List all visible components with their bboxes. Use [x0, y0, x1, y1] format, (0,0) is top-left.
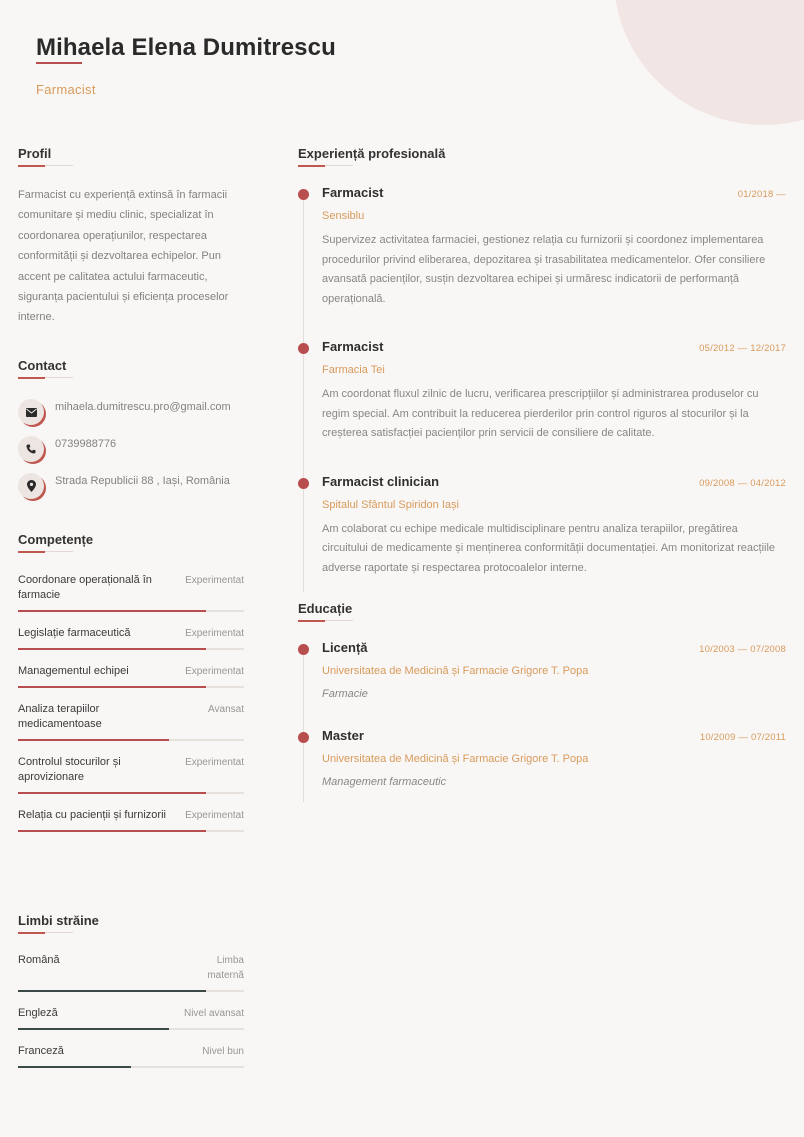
skill-bar — [18, 686, 244, 688]
skills-section — [18, 532, 244, 846]
skill-bar-fill — [18, 686, 206, 688]
full-name: Mihaela Elena Dumitrescu — [36, 34, 336, 61]
experience-title: Farmacist — [322, 185, 384, 200]
experience-description: Supervizez activitatea farmaciei, gestionez relația cu furnizorii și coordonez implementarea procedurilor privind eliberarea, depozitarea și trasabilitatea medicamentelor. Ofer consiliere avansată pacienților, susțin dezvoltarea echipei și urmăresc indicatorii de performanță operațională. — [322, 234, 766, 305]
skills-title: Competențe — [18, 532, 94, 547]
profile-text: Farmacist cu experiență extinsă în farmacii comunitare și mediu clinic, specializat în coordonarea operațiunilor, respectarea conformității și dezvoltarea echipelor. Pun accent pe calitatea actului farmaceutic, siguranța pacientului și eficiența proceselor interne. — [18, 189, 229, 324]
education-specialization: Farmacie — [322, 688, 368, 700]
language-row — [18, 1044, 244, 1059]
education-organization: Universitatea de Medicină și Farmacie Grigore T. Popa — [322, 665, 589, 677]
skill-item — [18, 573, 244, 612]
experience-timeline — [298, 185, 786, 578]
skill-bar — [18, 648, 244, 650]
language-level: Nivel bun — [202, 1046, 244, 1057]
title-rule — [298, 620, 353, 621]
skill-level: Experimentat — [185, 628, 244, 639]
language-bar — [18, 990, 244, 992]
contact-title: Contact — [18, 358, 67, 373]
skill-level: Experimentat — [185, 575, 244, 586]
experience-title: Experiență profesională — [298, 146, 446, 161]
experience-organization: Spitalul Sfântul Spiridon Iași — [322, 498, 459, 511]
email-text: mihaela.dumitrescu.pro@gmail.com — [55, 401, 231, 413]
language-item — [18, 953, 244, 992]
skill-level: Avansat — [208, 704, 244, 715]
language-bar-fill — [18, 990, 206, 992]
language-name: Română — [18, 954, 60, 966]
skill-item — [18, 664, 244, 688]
skill-row — [18, 626, 244, 641]
contact-list — [18, 399, 244, 510]
skill-row — [18, 808, 244, 823]
entry-head — [322, 339, 786, 354]
skill-level: Experimentat — [185, 757, 244, 768]
experience-title: Farmacist — [322, 339, 384, 354]
skill-bar — [18, 610, 244, 612]
experience-description: Am coordonat fluxul zilnic de lucru, verificarea prescripțiilor și administrarea produselor cu regim special. Am contribuit la reducerea pierderilor prin control riguros al stocurilor și la creșterea satisfacției pacienților prin servicii de consiliere de calitate. — [322, 388, 759, 439]
skill-bar-fill — [18, 648, 206, 650]
education-date: 10/2003 — 07/2008 — [699, 644, 786, 655]
experience-date: 05/2012 — 12/2017 — [699, 343, 786, 354]
languages-title: Limbi străine — [18, 913, 99, 928]
entry-head — [322, 474, 786, 489]
education-organization: Universitatea de Medicină și Farmacie Grigore T. Popa — [322, 753, 589, 765]
education-entry — [298, 728, 786, 788]
skill-item — [18, 808, 244, 832]
phone-icon — [18, 436, 44, 462]
location-icon — [18, 473, 44, 499]
language-level: Nivel avansat — [183, 1008, 244, 1019]
profile-section — [18, 146, 244, 328]
language-level: Limba maternă — [207, 955, 244, 981]
language-list — [18, 953, 244, 1068]
skill-bar-fill — [18, 792, 206, 794]
experience-organization: Farmacia Tei — [322, 364, 385, 376]
entry-head — [322, 640, 786, 655]
title-rule — [18, 932, 73, 933]
contact-address — [18, 473, 244, 510]
entry-head — [322, 728, 786, 743]
timeline-dot — [298, 478, 309, 489]
experience-description: Am colaborat cu echipe medicale multidisciplinare pentru analiza terapiilor, pregătirea circuitului de medicamente și menținerea conformității documentației. Am monitorizat reacțiile adverse raportate și respectarea protocoalelor interne. — [322, 522, 776, 574]
skill-bar — [18, 792, 244, 794]
skill-item — [18, 626, 244, 650]
language-row — [18, 1006, 244, 1021]
phone-text: 0739988776 — [55, 438, 117, 450]
education-specialization: Management farmaceutic — [322, 776, 447, 788]
title-rule — [18, 377, 73, 378]
contact-email[interactable] — [18, 399, 244, 436]
language-bar-fill — [18, 1028, 169, 1030]
skill-bar-fill — [18, 739, 169, 741]
skill-bar-fill — [18, 610, 206, 612]
experience-date: 01/2018 — — [737, 189, 786, 200]
resume-header — [36, 34, 336, 97]
language-bar-fill — [18, 1066, 131, 1068]
experience-entry — [298, 339, 786, 444]
timeline-dot — [298, 732, 309, 743]
name-underline — [36, 62, 82, 64]
skill-level: Experimentat — [185, 810, 244, 821]
experience-title: Farmacist clinician — [322, 473, 440, 489]
profile-title: Profil — [18, 146, 52, 161]
title-rule — [298, 165, 353, 166]
skill-bar — [18, 739, 244, 741]
timeline-dot — [298, 343, 309, 354]
education-title: Educație — [298, 601, 353, 616]
skill-name: Legislație farmaceutică — [18, 627, 131, 639]
skill-name: Analiza terapiilor medicamentoase — [18, 703, 102, 730]
skill-level: Experimentat — [185, 666, 244, 677]
skill-item — [18, 702, 244, 741]
timeline-dot — [298, 189, 309, 200]
section-title — [18, 532, 244, 547]
experience-organization: Sensiblu — [322, 210, 365, 222]
timeline-dot — [298, 644, 309, 655]
language-bar — [18, 1066, 244, 1068]
experience-entry — [298, 185, 786, 309]
languages-section — [18, 913, 244, 1082]
section-title — [298, 601, 786, 616]
education-title: Licență — [322, 640, 368, 655]
language-item — [18, 1006, 244, 1030]
skill-row — [18, 755, 244, 785]
skill-name: Managementul echipei — [18, 665, 129, 677]
job-role: Farmacist — [36, 82, 96, 97]
skill-row — [18, 702, 244, 732]
education-title: Master — [322, 728, 364, 743]
experience-entry — [298, 474, 786, 579]
decorative-circle — [614, 0, 804, 125]
section-title — [298, 146, 786, 161]
skill-name: Relația cu pacienții și furnizorii — [18, 809, 166, 821]
experience-section — [298, 146, 786, 578]
section-title — [18, 358, 244, 373]
skill-name: Coordonare operațională în farmacie — [18, 574, 152, 601]
education-timeline — [298, 640, 786, 788]
skill-name: Controlul stocurilor și aprovizionare — [18, 756, 121, 783]
skill-bar-fill — [18, 830, 206, 832]
skill-row — [18, 573, 244, 603]
education-entry — [298, 640, 786, 700]
language-bar — [18, 1028, 244, 1030]
address-text: Strada Republicii 88 , Iași, România — [55, 475, 230, 487]
skill-list — [18, 573, 244, 832]
education-section — [298, 601, 786, 788]
language-row — [18, 953, 244, 983]
section-title — [18, 146, 244, 161]
email-icon — [18, 399, 44, 425]
contact-section — [18, 358, 244, 510]
title-rule — [18, 165, 73, 166]
skill-bar — [18, 830, 244, 832]
skill-item — [18, 755, 244, 794]
language-item — [18, 1044, 244, 1068]
experience-date: 09/2008 — 04/2012 — [699, 477, 786, 489]
contact-phone[interactable] — [18, 436, 244, 473]
title-rule — [18, 551, 73, 552]
language-name: Franceză — [18, 1045, 64, 1057]
education-date: 10/2009 — 07/2011 — [699, 732, 786, 743]
entry-head — [322, 185, 786, 200]
skill-row — [18, 664, 244, 679]
language-name: Engleză — [18, 1007, 58, 1019]
section-title — [18, 913, 244, 928]
